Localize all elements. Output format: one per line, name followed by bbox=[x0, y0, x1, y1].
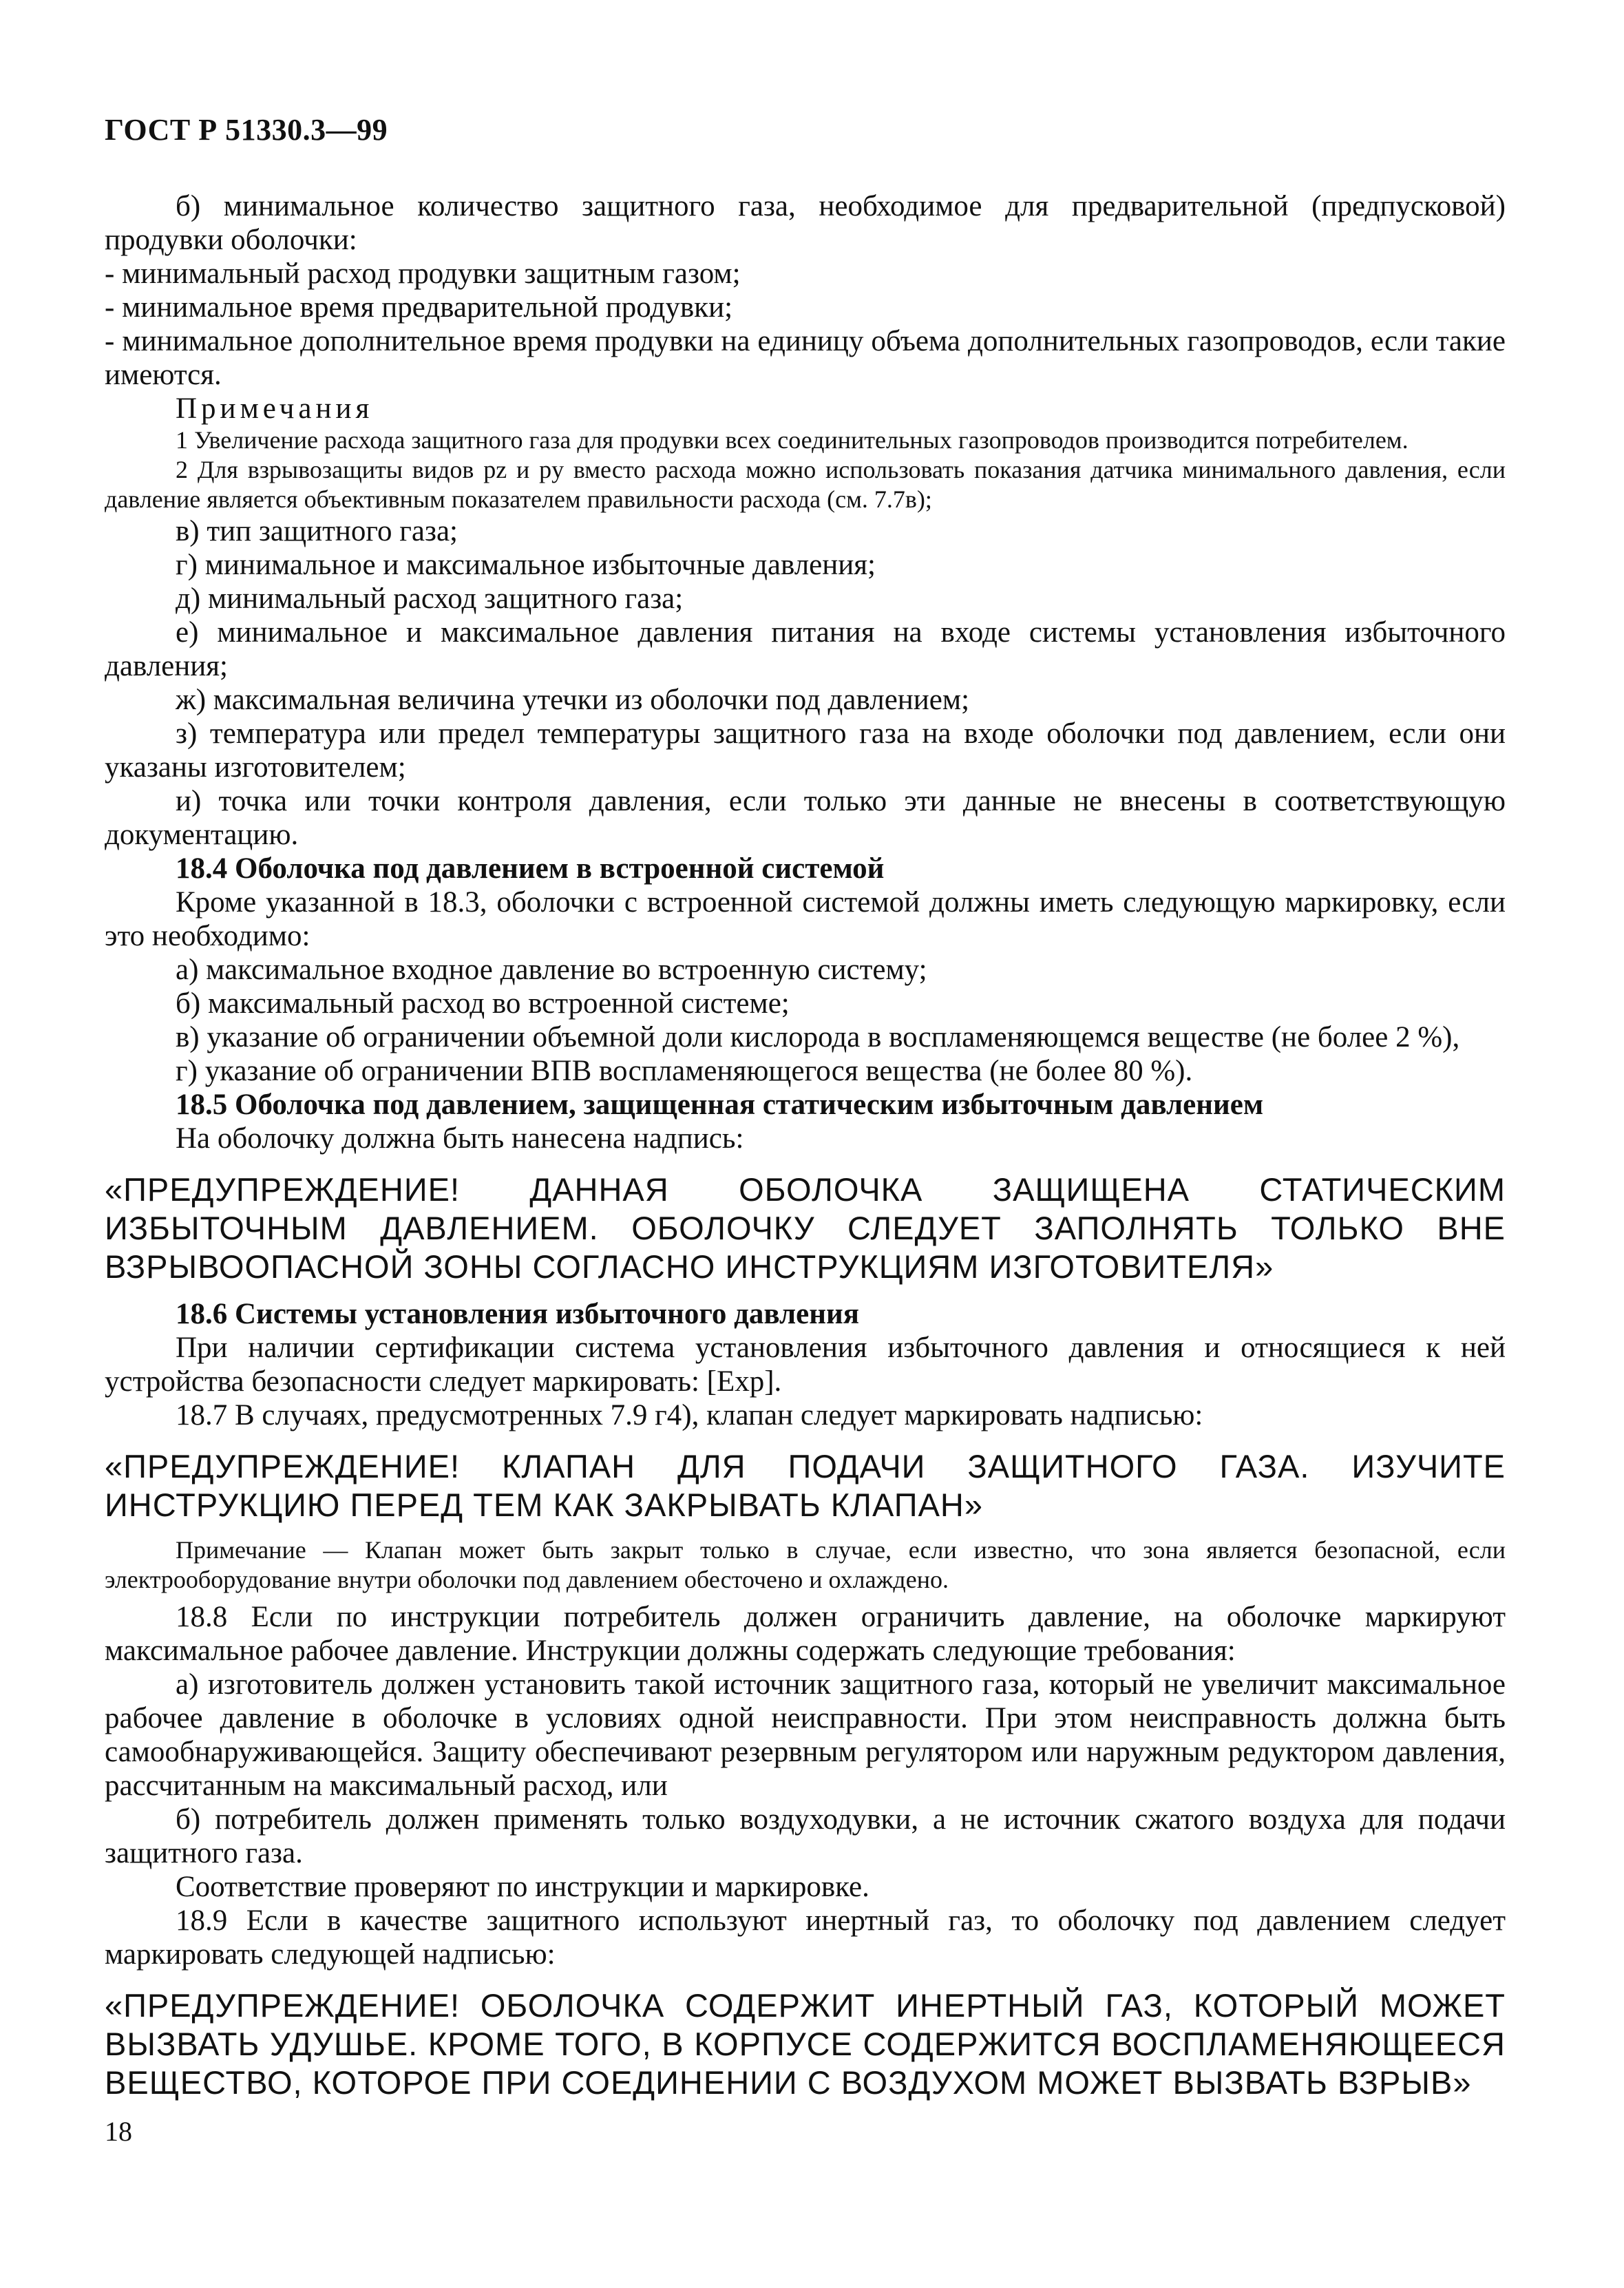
list-item: з) температура или предел температуры защитного газа на входе оболочки под давлением, если они указаны изготовителем; bbox=[105, 717, 1506, 784]
section-heading: 18.5 Оболочка под давлением, защищенная статическим избыточным давлением bbox=[176, 1089, 1264, 1121]
warning-inscription: «ПРЕДУПРЕЖДЕНИЕ! КЛАПАН ДЛЯ ПОДАЧИ ЗАЩИТНОГО ГАЗА. ИЗУЧИТЕ ИНСТРУКЦИЮ ПЕРЕД ТЕМ КАК ЗАКРЫВАТЬ КЛАПАН» bbox=[105, 1448, 1506, 1523]
document-body bbox=[105, 189, 1506, 2113]
warning-inscription: «ПРЕДУПРЕЖДЕНИЕ! ОБОЛОЧКА СОДЕРЖИТ ИНЕРТНЫЙ ГАЗ, КОТОРЫЙ МОЖЕТ ВЫЗВАТЬ УДУШЬЕ. КРОМЕ ТОГО, В КОРПУСЕ СОДЕРЖИТСЯ ВОСПЛАМЕНЯЮЩЕЕСЯ ВЕЩЕСТВО, КОТОРОЕ ПРИ СОЕДИНЕНИИ С ВОЗДУХОМ МОЖЕТ ВЫЗВАТЬ ВЗРЫВ» bbox=[105, 1987, 1506, 2101]
list-item: б) потребитель должен применять только воздуходувки, а не источник сжатого воздуха для подачи защитного газа. bbox=[105, 1803, 1506, 1869]
note: Примечание — Клапан может быть закрыт только в случае, если известно, что зона является безопасной, если электрооборудование внутри оболочки под давлением обесточено и охлаждено. bbox=[105, 1536, 1506, 1593]
list-item: в) тип защитного газа; bbox=[176, 515, 458, 547]
section-heading: 18.4 Оболочка под давлением в встроенной системой bbox=[176, 852, 885, 885]
notes-heading: Примечания bbox=[176, 392, 374, 425]
list-item: в) указание об ограничении объемной доли кислорода в воспламеняющемся веществе (не более 2 %), bbox=[176, 1021, 1460, 1053]
paragraph: На оболочку должна быть нанесена надпись: bbox=[176, 1122, 744, 1155]
paragraph: При наличии сертификации система установления избыточного давления и относящиеся к ней устройства безопасности следует маркировать: [Exp]. bbox=[105, 1332, 1506, 1398]
page-number: 18 bbox=[105, 2116, 132, 2147]
paragraph: б) минимальное количество защитного газа, необходимое для предварительной (предпусковой) продувки оболочки: bbox=[105, 190, 1506, 256]
list-item: - минимальный расход продувки защитным газом; bbox=[105, 258, 741, 290]
list-item: а) максимальное входное давление во встроенную систему; bbox=[176, 954, 927, 986]
paragraph: 18.8 Если по инструкции потребитель должен ограничить давление, на оболочке маркируют максимальное рабочее давление. Инструкции должны содержать следующие требования: bbox=[105, 1601, 1506, 1667]
paragraph: 18.9 Если в качестве защитного используют инертный газ, то оболочку под давлением следует маркировать следующей надписью: bbox=[105, 1904, 1506, 1971]
page-header: ГОСТ Р 51330.3—99 bbox=[105, 113, 388, 147]
paragraph: Соответствие проверяют по инструкции и маркировке. bbox=[176, 1871, 869, 1903]
list-item: ж) максимальная величина утечки из оболочки под давлением; bbox=[176, 684, 970, 716]
list-item: - минимальное дополнительное время продувки на единицу объема дополнительных газопроводов, если такие имеются. bbox=[105, 325, 1506, 391]
list-item: е) минимальное и максимальное давления питания на входе системы установления избыточного давления; bbox=[105, 616, 1506, 682]
list-item: б) максимальный расход во встроенной системе; bbox=[176, 987, 790, 1020]
list-item: г) указание об ограничении ВПВ воспламеняющегося вещества (не более 80 %). bbox=[176, 1055, 1193, 1087]
note: 1 Увеличение расхода защитного газа для продувки всех соединительных газопроводов производится потребителем. bbox=[176, 426, 1409, 454]
list-item: а) изготовитель должен установить такой источник защитного газа, который не увеличит максимальное рабочее давление в оболочке в условиях одной неисправности. При этом неисправность должна быть самообнаруживающейся. Защиту обеспечивают резервным регулятором или наружным редуктором давления, рассчитанным на максимальный расход, или bbox=[105, 1668, 1506, 1802]
section-heading: 18.6 Системы установления избыточного давления bbox=[176, 1298, 860, 1330]
list-item: и) точка или точки контроля давления, если только эти данные не внесены в соответствующую документацию. bbox=[105, 785, 1506, 851]
list-item: д) минимальный расход защитного газа; bbox=[176, 583, 684, 615]
paragraph: Кроме указанной в 18.3, оболочки с встроенной системой должны иметь следующую маркировку, если это необходимо: bbox=[105, 886, 1506, 952]
paragraph: 18.7 В случаях, предусмотренных 7.9 г4), клапан следует маркировать надписью: bbox=[176, 1399, 1203, 1431]
list-item: г) минимальное и максимальное избыточные давления; bbox=[176, 549, 876, 581]
list-item: - минимальное время предварительной продувки; bbox=[105, 291, 733, 324]
warning-inscription: «ПРЕДУПРЕЖДЕНИЕ! ДАННАЯ ОБОЛОЧКА ЗАЩИЩЕНА СТАТИЧЕСКИМ ИЗБЫТОЧНЫМ ДАВЛЕНИЕМ. ОБОЛОЧКУ СЛЕДУЕТ ЗАПОЛНЯТЬ ТОЛЬКО ВНЕ ВЗРЫВООПАСНОЙ ЗОНЫ СОГЛАСНО ИНСТРУКЦИЯМ ИЗГОТОВИТЕЛЯ» bbox=[105, 1171, 1506, 1285]
note: 2 Для взрывозащиты видов pz и py вместо расхода можно использовать показания датчика минимального давления, если давление является объективным показателем правильности расхода (см. 7.7в); bbox=[105, 456, 1506, 513]
